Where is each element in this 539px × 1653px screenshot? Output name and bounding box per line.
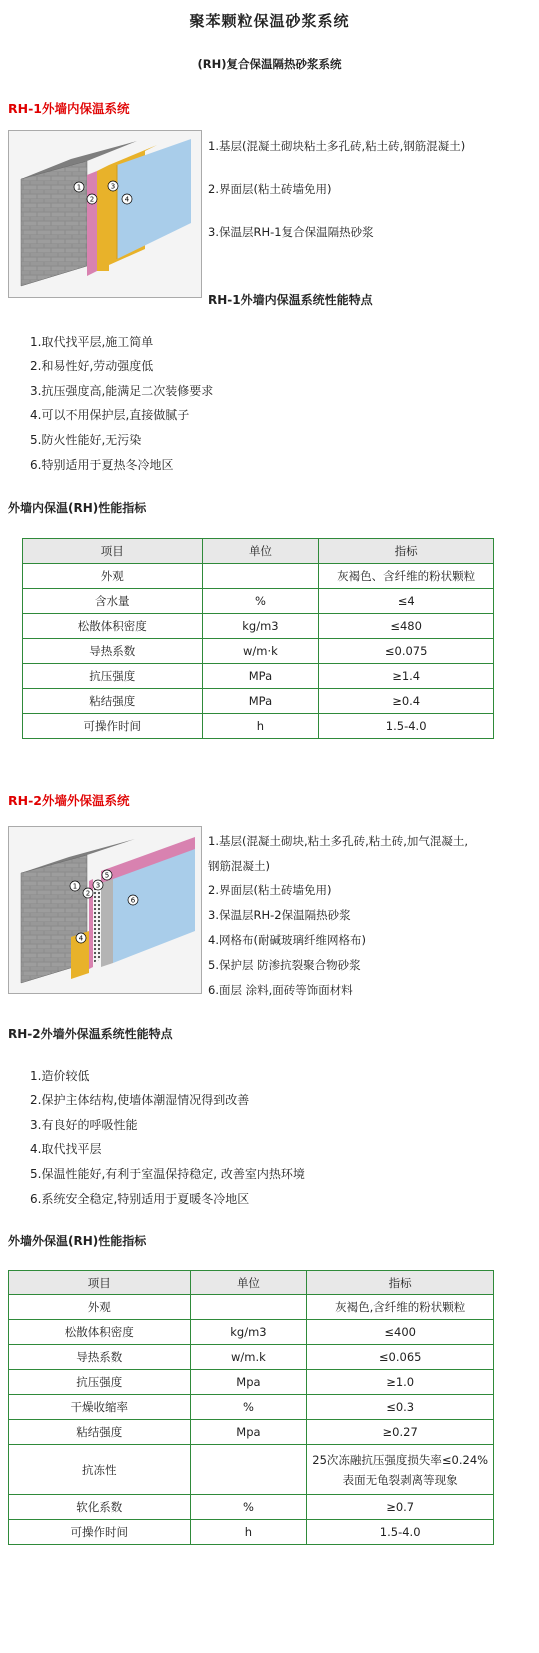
table-cell: h (202, 714, 319, 739)
table-cell: 灰褐色,含纤维的粉状颗粒 (307, 1295, 494, 1320)
rh2-diagram (8, 826, 202, 994)
rh2-legend-1: 1.基层(混凝土砌块,粘土多孔砖,粘土砖,加气混凝土, (208, 834, 469, 848)
section1-heading: RH-1外墙内保温系统 (8, 101, 130, 116)
table-cell: ≥0.7 (307, 1495, 494, 1520)
col-header-item: 项目 (23, 539, 203, 564)
rh2-legend-3: 3.保温层RH-2保温隔热砂浆 (208, 908, 351, 922)
col-header-index: 指标 (307, 1271, 494, 1295)
table-cell: kg/m3 (202, 614, 319, 639)
marker-1: 1 (76, 183, 82, 192)
table-cell: 抗冻性 (9, 1445, 191, 1495)
rh2-legend-5: 5.保护层 防渗抗裂聚合物砂浆 (208, 958, 361, 972)
rh2-feature-5: 5.保温性能好,有利于室温保持稳定, 改善室内热环境 (30, 1167, 305, 1181)
marker-4: 4 (78, 934, 84, 943)
rh1-feature-4: 4.可以不用保护层,直接做腻子 (30, 408, 190, 422)
table-cell: kg/m3 (190, 1320, 307, 1345)
col-header-unit: 单位 (202, 539, 319, 564)
rh1-legend-2: 2.界面层(粘土砖墙免用) (208, 182, 332, 196)
table-row (9, 1520, 494, 1545)
table-cell: h (190, 1520, 307, 1545)
table-cell: w/m·k (202, 639, 319, 664)
table-cell: ≤480 (319, 614, 494, 639)
table-cell: 粘结强度 (9, 1420, 191, 1445)
rh1-feature-6: 6.特别适用于夏热冬冷地区 (30, 458, 174, 472)
marker-3: 3 (95, 881, 101, 890)
table-cell: 导热系数 (9, 1345, 191, 1370)
col-header-index: 指标 (319, 539, 494, 564)
table-cell: Mpa (190, 1420, 307, 1445)
table-cell: ≥0.27 (307, 1420, 494, 1445)
rh2-feature-6: 6.系统安全稳定,特别适用于夏暖冬冷地区 (30, 1192, 250, 1206)
table-cell: 可操作时间 (23, 714, 203, 739)
table-row (9, 1495, 494, 1520)
table-cell: MPa (202, 664, 319, 689)
table-row (9, 1420, 494, 1445)
marker-1: 1 (72, 882, 78, 891)
table-cell: ≤0.075 (319, 639, 494, 664)
rh1-feature-3: 3.抗压强度高,能满足二次装修要求 (30, 384, 214, 398)
table-cell: 灰褐色、含纤维的粉状颗粒 (319, 564, 494, 589)
table-cell-multiline: 25次冻融抗压强度损失率≤0.24% 表面无龟裂剥离等现象 (307, 1445, 494, 1495)
table-row (23, 714, 494, 739)
col-header-unit: 单位 (190, 1271, 307, 1295)
rh2-features-title: RH-2外墙外保温系统性能特点 (8, 1027, 173, 1041)
table-cell (202, 564, 319, 589)
table-cell (190, 1295, 307, 1320)
rh2-feature-1: 1.造价较低 (30, 1069, 90, 1083)
table-cell: 松散体积密度 (9, 1320, 191, 1345)
table-cell: % (190, 1495, 307, 1520)
rh1-spec-table (22, 538, 494, 739)
rh2-table-title: 外墙外保温(RH)性能指标 (8, 1234, 147, 1248)
table-cell: w/m.k (190, 1345, 307, 1370)
rh2-legend-6: 6.面层 涂料,面砖等饰面材料 (208, 983, 353, 997)
table-row (23, 689, 494, 714)
table-row (23, 639, 494, 664)
table-cell: ≥1.4 (319, 664, 494, 689)
rh1-legend-3: 3.保温层RH-1复合保温隔热砂浆 (208, 225, 374, 239)
rh1-features-title: RH-1外墙内保温系统性能特点 (208, 293, 373, 307)
table-cell: 抗压强度 (23, 664, 203, 689)
table-row (23, 589, 494, 614)
rh1-feature-2: 2.和易性好,劳动强度低 (30, 359, 154, 373)
table-row (9, 1345, 494, 1370)
rh2-legend-4: 4.网格布(耐碱玻璃纤维网格布) (208, 933, 366, 947)
table-cell: ≤0.3 (307, 1395, 494, 1420)
rh1-feature-1: 1.取代找平层,施工简单 (30, 335, 154, 349)
table-cell: 外观 (9, 1295, 191, 1320)
table-row (9, 1445, 494, 1495)
table-cell: 导热系数 (23, 639, 203, 664)
table-cell: 含水量 (23, 589, 203, 614)
table-cell: ≤400 (307, 1320, 494, 1345)
rh1-diagram (8, 130, 202, 298)
rh2-feature-4: 4.取代找平层 (30, 1142, 102, 1156)
table-cell: 干燥收缩率 (9, 1395, 191, 1420)
table-row (9, 1295, 494, 1320)
rh1-table-title: 外墙内保温(RH)性能指标 (8, 501, 147, 515)
table-cell: % (202, 589, 319, 614)
section2-heading: RH-2外墙外保温系统 (8, 793, 130, 808)
table-cell: 外观 (23, 564, 203, 589)
marker-4: 4 (124, 195, 130, 204)
table-cell: ≤0.065 (307, 1345, 494, 1370)
table-cell: MPa (202, 689, 319, 714)
rh2-spec-table (8, 1270, 494, 1545)
marker-5: 5 (104, 871, 110, 880)
table-cell: 可操作时间 (9, 1520, 191, 1545)
table-cell: 抗压强度 (9, 1370, 191, 1395)
table-row (23, 614, 494, 639)
table-row (9, 1395, 494, 1420)
table-cell: 软化系数 (9, 1495, 191, 1520)
marker-3: 3 (110, 182, 116, 191)
rh2-feature-3: 3.有良好的呼吸性能 (30, 1118, 138, 1132)
table-header-row (23, 539, 494, 564)
table-cell: 1.5-4.0 (319, 714, 494, 739)
table-cell: 粘结强度 (23, 689, 203, 714)
table-row (23, 564, 494, 589)
marker-2: 2 (85, 889, 91, 898)
table-cell: 松散体积密度 (23, 614, 203, 639)
rh2-legend-2: 2.界面层(粘土砖墙免用) (208, 883, 332, 897)
table-row (23, 664, 494, 689)
rh2-feature-2: 2.保护主体结构,使墙体潮湿情况得到改善 (30, 1093, 250, 1107)
table-cell: ≤4 (319, 589, 494, 614)
table-cell: % (190, 1395, 307, 1420)
table-cell: 1.5-4.0 (307, 1520, 494, 1545)
table-row (9, 1320, 494, 1345)
col-header-item: 项目 (9, 1271, 191, 1295)
table-header-row (9, 1271, 494, 1295)
marker-6: 6 (130, 896, 136, 905)
table-cell: ≥1.0 (307, 1370, 494, 1395)
table-row (9, 1370, 494, 1395)
rh1-legend-1: 1.基层(混凝土砌块粘土多孔砖,粘土砖,钢筋混凝土) (208, 139, 466, 153)
table-cell: ≥0.4 (319, 689, 494, 714)
table-cell (190, 1445, 307, 1495)
page-title: 聚苯颗粒保温砂浆系统 (189, 12, 350, 30)
page-subtitle: (RH)复合保温隔热砂浆系统 (197, 57, 342, 71)
table-cell: Mpa (190, 1370, 307, 1395)
rh1-feature-5: 5.防火性能好,无污染 (30, 433, 142, 447)
marker-2: 2 (89, 195, 95, 204)
rh2-legend-1b: 钢筋混凝土) (208, 859, 270, 873)
